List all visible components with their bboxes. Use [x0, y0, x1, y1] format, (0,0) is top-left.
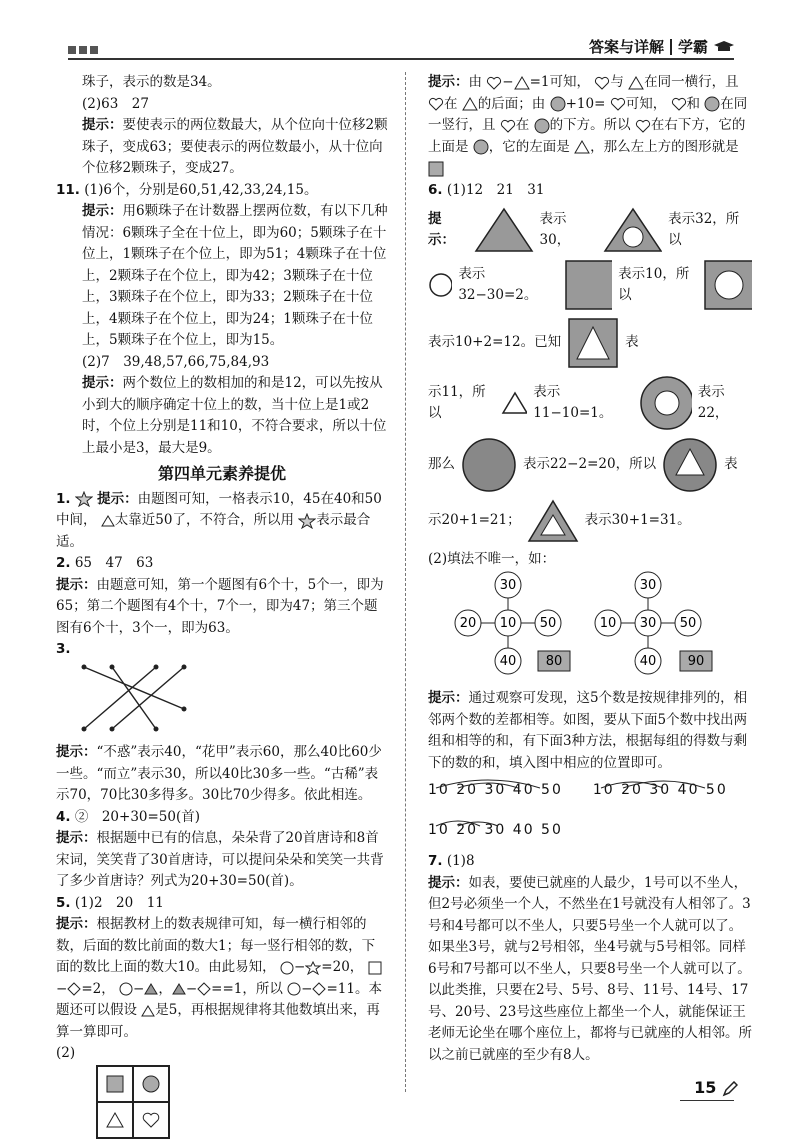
cross-1-sum-box: 80	[545, 653, 563, 669]
circle-icon	[287, 982, 301, 996]
hint: 提示：如表，要使已就座的人最少，1号可以不坐人，但2号必须坐一个人，不然坐在1号就没有人相邻了。3号和4号都可以不坐人，只要5号坐一个人就可以了。如果坐3号，就与2号相邻，坐4号就与5号相邻。同样6号和7号都可以不坐人，只要8号坐一个人就可以了。以此类推，只要在2号、5号、8号、11号、14号、17号、20号、23号这些座位上都坐一个人，就能保证王老师无论坐在哪个座位上，都将与已就座的人相邻。所以之前已就座的至少有8人。	[428, 874, 752, 1063]
figure-row	[428, 499, 752, 543]
text: 表	[724, 456, 738, 473]
cross-1-left: 20	[459, 615, 477, 631]
text: 示20+1=21；	[428, 512, 521, 529]
header-rule	[68, 58, 734, 60]
ring-shape	[639, 375, 692, 431]
answer: (2)63 27	[82, 95, 149, 112]
circle-icon	[280, 961, 294, 975]
heart-icon	[671, 97, 687, 111]
figure-row	[428, 375, 752, 431]
question-3: 3.	[56, 641, 71, 657]
circle-icon	[550, 96, 566, 112]
graduation-cap-icon	[714, 39, 734, 55]
text: 表示32，所以	[668, 210, 740, 248]
cross-1-top: 30	[499, 577, 517, 593]
hint: 提示：由 − =1可知， 与 在同一横行，且 在 的后面；由 +10= 可知， 和 在同一竖行，且 在 的下方。所以 在右下方，它的上面是 ，它的左面是 ，那么左上方的图形就是	[428, 72, 752, 180]
diamond-icon	[312, 982, 326, 996]
hint: 提示：由题意可知，第一个题图有6个十，5个一，即为65；第二个题图有4个十，7个一，即为47；第三个题图有6个十，3个一，即为63。	[56, 576, 384, 636]
heart-icon	[500, 119, 516, 133]
triangle-icon	[101, 515, 115, 527]
header-squares	[68, 46, 98, 54]
triangle-icon	[144, 983, 158, 995]
number-sequence: 10 20 30 40 50	[428, 821, 563, 838]
question-7: 7. (1)8	[428, 853, 475, 869]
number-sequence: 10 20 30 40 50	[428, 782, 563, 798]
text: 示11，所以	[428, 383, 486, 421]
header-answer-label: 答案与详解	[588, 38, 664, 56]
number-cross-figure	[428, 571, 752, 681]
question-11: 11. (1)6个，分别是60,51,42,33,24,15。	[56, 181, 318, 198]
triangle-icon	[514, 76, 530, 90]
text: 那么	[428, 456, 455, 473]
square-with-circle-shape	[703, 259, 752, 311]
cross-2-left: 10	[599, 615, 617, 631]
matching-lines-figure	[76, 661, 196, 735]
cross-1-center: 10	[499, 615, 517, 631]
square-icon	[105, 1074, 125, 1094]
question-5: 5. (1)2 20 11	[56, 894, 164, 911]
heart-icon	[486, 76, 502, 90]
grid-cell	[97, 1102, 133, 1138]
triangle-with-circle-shape	[603, 207, 662, 253]
question-1: 1. 提示：由题图可知，一格表示10，45在40和50中间， 太靠近50了，不符合，所以用 表示最合适。	[56, 490, 382, 550]
circle-icon	[704, 96, 720, 112]
heart-icon	[428, 97, 444, 111]
question-2: 2. 65 47 63	[56, 555, 154, 571]
star-icon	[305, 961, 321, 975]
triangle-icon	[628, 76, 644, 90]
star-icon	[75, 491, 93, 507]
text-line: 珠子，表示的数是34。	[82, 74, 221, 90]
heart-icon	[610, 97, 626, 111]
grid-cell	[133, 1102, 169, 1138]
shape-grid	[96, 1065, 170, 1139]
figure-row	[428, 259, 752, 311]
text: 表示30，	[539, 210, 571, 248]
triangle-shape	[474, 207, 533, 253]
left-column	[56, 72, 388, 1139]
triangle-icon	[172, 983, 186, 995]
hint: 提示：根据教材上的数表规律可知，每一横行相邻的数，后面的数比前面的数大1；每一竖行相邻的数，下面的数比上面的数大10。由此易知， − =20， − =2， − ， − ==1，所以 − =11。本题还可以假设 是5，再根据规律将其他数填出来，再算一算即可。	[56, 916, 382, 1040]
cross-2-sum-box: 90	[687, 653, 705, 669]
heart-icon	[635, 119, 651, 133]
heart-icon	[141, 1111, 161, 1129]
figure-row	[428, 437, 752, 493]
triangle-icon	[141, 1005, 155, 1017]
text: 表示10+2=12。已知	[428, 334, 562, 351]
text: 表	[625, 334, 639, 351]
cross-1-bottom: 40	[499, 653, 517, 669]
cross-2-bottom: 40	[639, 653, 657, 669]
cross-1	[455, 572, 570, 674]
text: 表示22−2=20，所以	[523, 456, 657, 473]
square-icon	[368, 961, 382, 975]
pair-arcs	[593, 778, 713, 790]
sequence-group	[593, 780, 728, 802]
answer: (2)7 39,48,57,66,75,84,93	[82, 353, 270, 370]
grid-cell	[133, 1066, 169, 1102]
hint: 提示：要使表示的两位数最大，从个位向十位移2颗珠子，变成63；要使表示的两位数最小，从十位向个位移2颗珠子，变成27。	[82, 117, 388, 176]
page-header	[0, 0, 800, 64]
triangle-with-triangle-shape	[527, 499, 579, 543]
header-brand: 学霸	[677, 38, 708, 56]
answer: (2)	[56, 1045, 76, 1061]
star-icon	[298, 513, 316, 529]
pair-arcs	[428, 816, 548, 828]
pencil-icon	[722, 1081, 738, 1097]
circle-shape	[428, 272, 452, 298]
circle-icon	[534, 118, 550, 134]
header-title	[589, 36, 734, 57]
figure-row	[428, 317, 752, 369]
hint-label: 提示：	[428, 210, 455, 248]
circle-icon	[141, 1074, 161, 1094]
cross-1-right: 50	[539, 615, 557, 631]
sequence-row	[428, 780, 752, 802]
circle-icon	[119, 982, 133, 996]
filled-circle-shape	[461, 437, 517, 493]
diamond-icon	[197, 982, 211, 996]
sequence-group	[428, 780, 563, 802]
figure-row	[428, 207, 752, 253]
text: 表示32−30=2。	[458, 265, 538, 303]
square-icon	[428, 161, 444, 177]
footer-rule	[680, 1100, 734, 1101]
section-title: 第四单元素养提优	[157, 464, 286, 483]
hint: 提示：用6颗珠子在计数器上摆两位数，有以下几种情况：6颗珠子全在十位上，即为60；5颗珠子在十位上，1颗珠子在个位上，即为51；4颗珠子在十位上，2颗珠子在个位上，即为42；3颗珠子在十位上，3颗珠子在个位上，即为33；2颗珠子在十位上，4颗珠子在个位上，即为24；1颗珠子在十位上，5颗珠子在个位上，即为15。	[82, 203, 388, 348]
square-shape	[564, 259, 613, 311]
hint: 提示：通过观察可发现，这5个数是按规律排列的，相邻两个数的差都相等。如图，要从下面5个数中找出两组和相等的和，有下面3种方法，根据每组的得数与剩下的数的和，填入图中相应的位置即可。	[428, 690, 748, 771]
hint: 提示：两个数位上的数相加的和是12，可以先按从小到大的顺序确定十位上的数，当十位上是1或2时，个位上分别是11和10，不符合要求，所以十位上最小是3，最大是9。	[82, 375, 387, 456]
triangle-shape	[501, 391, 527, 415]
cross-2-top: 30	[639, 577, 657, 593]
square-with-triangle-shape	[567, 317, 619, 369]
question-6: 6. (1)12 21 31	[428, 181, 545, 198]
sequence-group	[428, 820, 752, 842]
header-separator	[670, 39, 672, 55]
pair-arcs	[428, 778, 548, 790]
grid-cell	[97, 1066, 133, 1102]
page-number	[694, 1078, 738, 1097]
number-sequence: 10 20 30 40 50	[592, 782, 728, 798]
cross-2	[595, 572, 712, 674]
hint: 提示：“不惑”表示40，“花甲”表示60，那么40比60少一些。“而立”表示30，所以40比30多一些。“古稀”表示70，70比30多得多。30比70少得多。依此相连。	[56, 744, 382, 803]
cross-2-center: 30	[639, 615, 657, 631]
triangle-icon	[105, 1111, 125, 1129]
text: 表示11−10=1。	[533, 383, 613, 421]
question-4: 4. ② 20+30=50(首)	[56, 808, 201, 825]
column-divider	[405, 72, 406, 1092]
circle-icon	[473, 139, 489, 155]
text: 表示10，所以	[618, 265, 690, 303]
hint: 提示：根据题中已有的信息，朵朵背了20首唐诗和8首宋词，笑笑背了30首唐诗，可以提问朵朵和笑笑一共背了多少首唐诗？列式为20+30=50(首)。	[56, 830, 384, 889]
heart-icon	[594, 76, 610, 90]
triangle-icon	[462, 97, 478, 111]
page-number-text: 15	[694, 1078, 717, 1097]
circle-with-triangle-shape	[662, 437, 718, 493]
diamond-icon	[67, 982, 81, 996]
right-column	[428, 72, 752, 1066]
answer: (2)填法不唯一，如：	[428, 551, 556, 567]
text: 表示22，	[697, 383, 729, 421]
cross-2-right: 50	[679, 615, 697, 631]
text: 表示30+1=31。	[584, 512, 691, 529]
triangle-icon	[574, 140, 590, 154]
